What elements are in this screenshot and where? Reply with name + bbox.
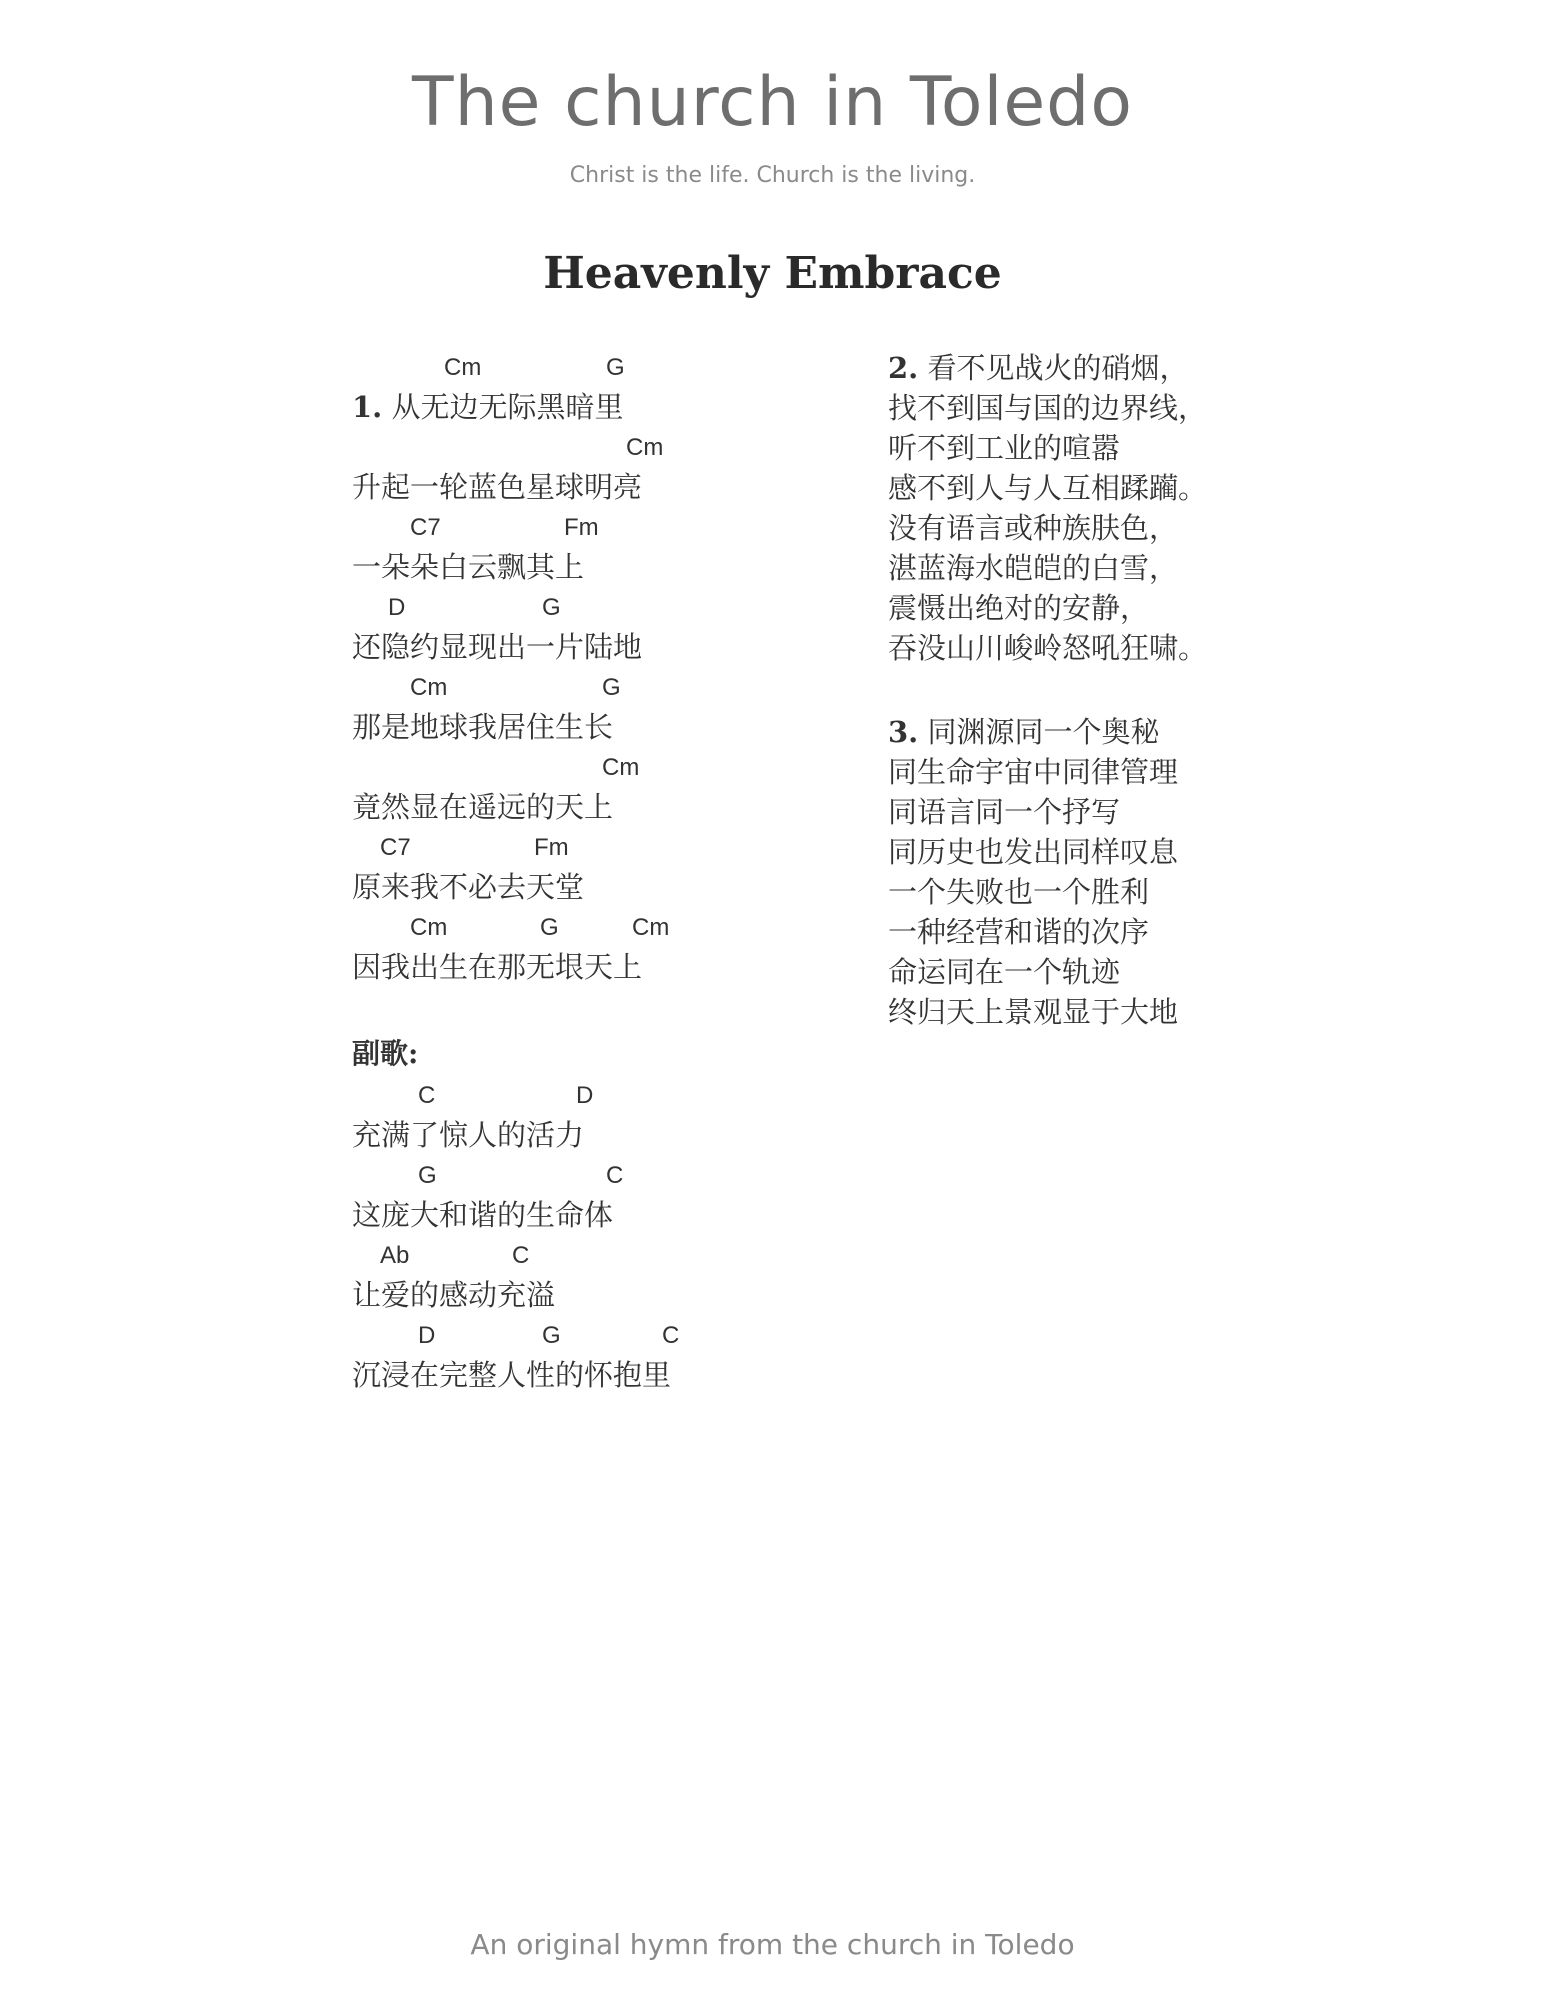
chord: Fm (534, 834, 569, 861)
lyric-line: 一个失败也一个胜利 (888, 875, 1150, 909)
footer-note: An original hymn from the church in Toledo (470, 1928, 1075, 1961)
chord: Cm (626, 434, 664, 461)
chord-line (352, 348, 912, 386)
right-column (888, 348, 1388, 1032)
verse-number: 3. (888, 715, 919, 749)
spacer (888, 668, 1388, 712)
chord: Cm (410, 914, 448, 941)
lyric-line: 命运同在一个轨迹 (888, 955, 1121, 989)
chord: C7 (410, 514, 441, 541)
chord: G (542, 1322, 561, 1349)
verse-number: 2. (888, 351, 919, 385)
chord: G (540, 914, 559, 941)
lyric-line: 湛蓝海水皑皑的白雪， (888, 551, 1179, 585)
lyric-line: 终归天上景观显于大地 (888, 995, 1179, 1029)
lyric-line: 竟然显在遥远的天上 (352, 790, 614, 824)
lyric-line: 还隐约显现出一片陆地 (352, 630, 643, 664)
spacer (352, 988, 912, 1032)
lyric-line: 那是地球我居住生长 (352, 710, 614, 744)
lyric-line: 听不到工业的喧嚣 (888, 431, 1121, 465)
lyric-line: 沉浸在完整人性的怀抱里 (352, 1358, 672, 1392)
chord: G (606, 354, 625, 381)
chord: D (388, 594, 406, 621)
chord-line (352, 748, 912, 786)
song-title: Heavenly Embrace (543, 248, 1002, 299)
lyric-line: 一种经营和谐的次序 (888, 915, 1150, 949)
left-column (352, 348, 912, 1396)
chord: Cm (444, 354, 482, 381)
lyric-line: 充满了惊人的活力 (352, 1118, 585, 1152)
chord: G (418, 1162, 437, 1189)
lyric-line: 吞没山川峻岭怒吼狂啸。 (888, 631, 1208, 665)
lyric-line: 同历史也发出同样叹息 (888, 835, 1179, 869)
lyric-line: 同生命宇宙中同律管理 (888, 755, 1179, 789)
chord-line (352, 1156, 912, 1194)
chord: C7 (380, 834, 411, 861)
chord-line (352, 588, 912, 626)
lyric-line: 这庞大和谐的生命体 (352, 1198, 614, 1232)
lyric-text: 同渊源同一个奥秘 (927, 715, 1160, 749)
chord: Cm (410, 674, 448, 701)
lyric-line: 原来我不必去天堂 (352, 870, 585, 904)
lyric-text: 看不见战火的硝烟， (927, 351, 1189, 385)
chord: G (542, 594, 561, 621)
chord-line (352, 908, 912, 946)
chord: C (418, 1082, 436, 1109)
chord: Cm (602, 754, 640, 781)
chord: C (512, 1242, 530, 1269)
lyric-line: 感不到人与人互相蹂躏。 (888, 471, 1208, 505)
lyric-line: 让爱的感动充溢 (352, 1278, 556, 1312)
chord-line (352, 828, 912, 866)
chord: C (662, 1322, 680, 1349)
page-title: The church in Toledo (412, 63, 1133, 142)
chord: Fm (564, 514, 599, 541)
lyric-line: 震慑出绝对的安静， (888, 591, 1150, 625)
verse-number: 1. (352, 390, 383, 424)
chord: C (606, 1162, 624, 1189)
chord-line (352, 428, 912, 466)
chord-line (352, 1316, 912, 1354)
chord-line (352, 668, 912, 706)
chord: Cm (632, 914, 670, 941)
lyric-line: 没有语言或种族肤色， (888, 511, 1179, 545)
chord-line (352, 1236, 912, 1274)
tagline: Christ is the life. Church is the living. (569, 163, 976, 188)
lyric-line (352, 386, 912, 428)
chord: D (576, 1082, 594, 1109)
lyric-text: 从无边无际黑暗里 (391, 390, 624, 424)
chord: D (418, 1322, 436, 1349)
lyric-line: 同语言同一个抒写 (888, 795, 1121, 829)
lyric-line: 升起一轮蓝色星球明亮 (352, 470, 643, 504)
lyric-line (888, 712, 1388, 752)
lyric-line: 一朵朵白云飘其上 (352, 550, 585, 584)
lyric-line (888, 348, 1388, 388)
chord: Ab (380, 1242, 410, 1269)
chorus-label: 副歌: (352, 1037, 419, 1070)
lyric-line: 找不到国与国的边界线， (888, 391, 1208, 425)
chord: G (602, 674, 621, 701)
lyric-line: 因我出生在那无垠天上 (352, 950, 643, 984)
chord-line (352, 508, 912, 546)
chord-line (352, 1076, 912, 1114)
